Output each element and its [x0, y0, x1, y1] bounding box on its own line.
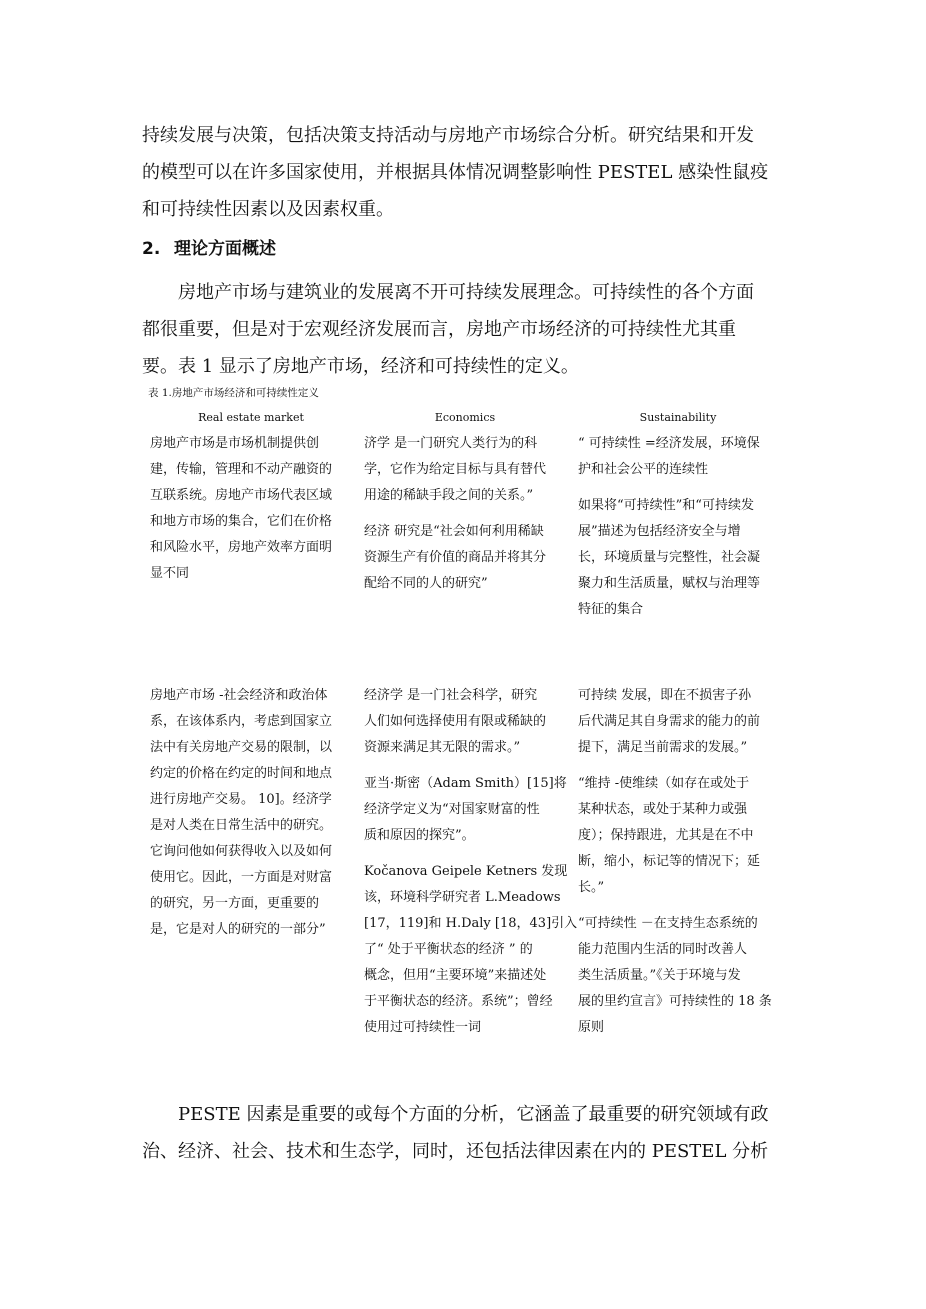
cell-text-line: 经济 研究是“社会如何利用稀缺: [364, 524, 544, 539]
cell-text-line: 特征的集合: [578, 602, 644, 617]
cell-text-line: 原则: [578, 1020, 605, 1035]
text-line: 要。表 1 显示了房地产市场，经济和可持续性的定义。: [142, 356, 579, 377]
cell-text-line: 于平衡状态的经济。系统”；曾经: [364, 994, 553, 1009]
cell-text-line: 建，传输，管理和不动产融资的: [150, 462, 333, 477]
cell-text-line: 质和原因的探究”。: [364, 828, 475, 843]
cell-text-line: 能力范围内生活的同时改善人: [578, 942, 748, 957]
cell-text-line: 使用它。因此，一方面是对财富: [150, 870, 333, 885]
cell-text-line: 某种状态，或处于某种力或强: [578, 802, 748, 817]
column-header: Sustainability: [639, 411, 717, 424]
cell-text-line: 类生活质量。”《关于环境与发: [578, 968, 741, 983]
column-header: Real estate market: [198, 411, 304, 424]
cell-text-line: 经济学定义为“对国家财富的性: [364, 802, 540, 817]
column-header: Economics: [434, 411, 496, 424]
table-cell: [572, 683, 784, 1041]
table-cell: [144, 683, 358, 1041]
cell-text-line: 的研究，另一方面，更重要的: [150, 896, 320, 911]
cell-text-line: 长。”: [578, 880, 605, 895]
definitions-table: [144, 405, 784, 1041]
text-line: 和可持续性因素以及因素权重。: [142, 199, 394, 220]
peste-paragraph: [142, 1096, 780, 1170]
cell-text-line: 是对人类在日常生活中的研究。: [150, 818, 333, 833]
cell-text-line: 后代满足其自身需求的能力的前: [578, 714, 761, 729]
cell-text-line: 是，它是对人的研究的一部分”: [150, 922, 326, 937]
cell-text-line: 资源来满足其无限的需求。”: [364, 740, 521, 755]
theory-paragraph: [142, 274, 780, 385]
text-line: PESTE 因素是重要的或每个方面的分析，它涵盖了最重要的研究领域有政: [178, 1104, 769, 1125]
cell-text-line: 济学 是一门研究人类行为的科: [364, 436, 538, 451]
cell-text-line: 资源生产有价值的商品并将其分: [364, 550, 547, 565]
cell-text-line: 和地方市场的集合，它们在价格: [150, 514, 333, 529]
cell-text-line: 如果将“可持续性”和“可持续发: [578, 498, 754, 513]
cell-text-line: 用途的稀缺手段之间的关系。”: [364, 488, 534, 503]
cell-text-line: 经济学 是一门社会科学，研究: [364, 688, 538, 703]
cell-text-line: 亚当·斯密（Adam Smith）[15]将: [364, 776, 567, 791]
cell-text-line: 护和社会公平的连续性: [578, 462, 709, 477]
table-cell: [358, 683, 578, 1041]
cell-text-line: 长，环境质量与完整性，社会凝: [578, 550, 761, 565]
cell-text-line: 显不同: [150, 566, 190, 581]
table-caption: 表 1.房地产市场经济和可持续性定义: [148, 387, 319, 399]
cell-text-line: “可持续性 －在支持生态系统的: [578, 916, 758, 931]
cell-text-line: Kočanova Geipele Ketners 发现: [364, 864, 568, 879]
cell-text-line: 法中有关房地产交易的限制，以: [150, 740, 333, 755]
cell-text-line: 使用过可持续性一词: [364, 1020, 482, 1035]
text-line: 房地产市场与建筑业的发展离不开可持续发展理念。可持续性的各个方面: [178, 282, 754, 303]
cell-text-line: 学，它作为给定目标与具有替代: [364, 462, 547, 477]
cell-text-line: 房地产市场 -社会经济和政治体: [150, 688, 328, 703]
table-cell: [572, 431, 784, 683]
cell-text-line: “维持 -使维续（如存在或处于: [578, 776, 750, 791]
cell-text-line: “ 可持续性 =经济发展，环境保: [578, 436, 760, 451]
cell-text-line: 房地产市场是市场机制提供创: [150, 436, 320, 451]
cell-text-line: 聚力和生活质量，赋权与治理等: [578, 576, 761, 591]
text-line: 持续发展与决策，包括决策支持活动与房地产市场综合分析。研究结果和开发: [142, 125, 754, 146]
intro-paragraph: [142, 117, 780, 228]
cell-text-line: 该，环境科学研究者 L.Meadows: [364, 890, 561, 905]
table-header-row: [144, 405, 784, 431]
section-number: 2.: [142, 239, 161, 259]
cell-text-line: 人们如何选择使用有限或稀缺的: [364, 714, 547, 729]
cell-text-line: 和风险水平，房地产效率方面明: [150, 540, 333, 555]
cell-text-line: 展的里约宣言》可持续性的 18 条: [578, 994, 772, 1009]
cell-text-line: 它询问他如何获得收入以及如何: [150, 844, 333, 859]
section-heading: [142, 234, 276, 259]
cell-text-line: 系，在该体系内，考虑到国家立: [150, 714, 333, 729]
cell-text-line: 度）；保持跟进，尤其是在不中: [578, 828, 754, 843]
table-cell: [144, 431, 358, 683]
text-line: 都很重要，但是对于宏观经济发展而言，房地产市场经济的可持续性尤其重: [142, 319, 736, 340]
section-title: 理论方面概述: [174, 239, 276, 259]
text-line: 治、经济、社会、技术和生态学，同时，还包括法律因素在内的 PESTEL 分析: [142, 1141, 769, 1162]
cell-text-line: 概念，但用“主要环境”来描述处: [364, 968, 547, 983]
cell-text-line: 断，缩小，标记等的情况下；延: [578, 854, 761, 869]
table-cell: [358, 431, 572, 683]
cell-text-line: 配给不同的人的研究”: [364, 576, 488, 591]
cell-text-line: 展”描述为包括经济安全与增: [578, 524, 741, 539]
cell-text-line: 约定的价格在约定的时间和地点: [150, 766, 333, 781]
cell-text-line: 进行房地产交易。 10]。经济学: [150, 792, 332, 807]
cell-text-line: 互联系统。房地产市场代表区域: [150, 488, 333, 503]
cell-text-line: 可持续 发展，即在不损害子孙: [578, 688, 752, 703]
table-row: [144, 431, 784, 683]
cell-text-line: [17，119]和 H.Daly [18，43]引入: [364, 916, 578, 931]
table-row: [144, 683, 784, 1041]
cell-text-line: 了“ 处于平衡状态的经济 ” 的: [364, 942, 533, 957]
cell-text-line: 提下，满足当前需求的发展。”: [578, 740, 748, 755]
text-line: 的模型可以在许多国家使用，并根据具体情况调整影响性 PESTEL 感染性鼠疫: [142, 162, 769, 183]
